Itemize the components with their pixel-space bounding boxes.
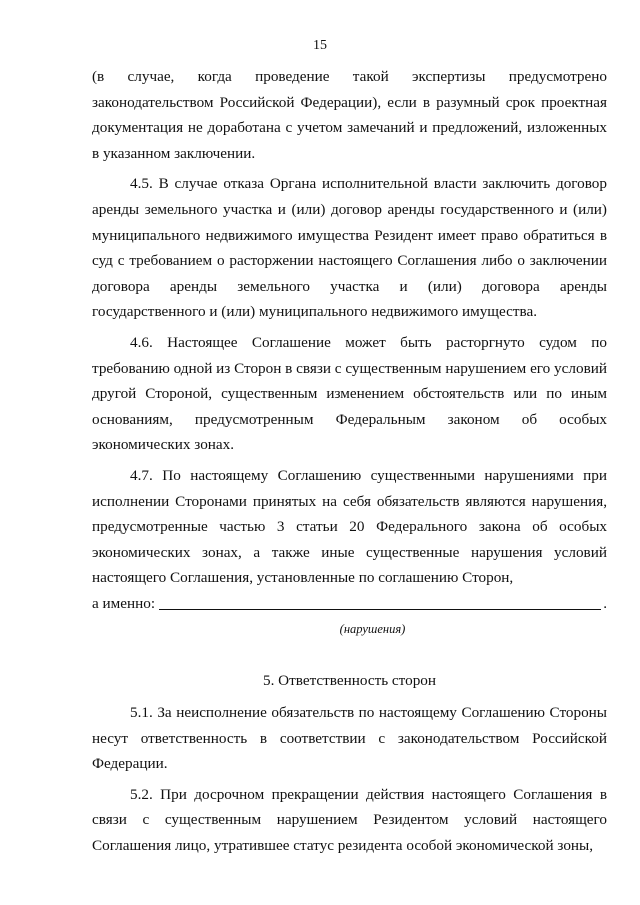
page-number: 15: [313, 38, 327, 53]
paragraph-4-7-end: .: [603, 594, 607, 612]
paragraph-4-7-tail: а именно:: [92, 594, 156, 612]
paragraph-continuation: (в случае, когда проведение такой экспертизы предусмотрено законодательством Российской Федерации), если в разумный срок проектная документация не доработана с учетом замечаний и предложений, изложенных в указанном заключении.: [92, 68, 607, 162]
paragraph-4-7-fill-line: [92, 591, 607, 617]
document-body: [92, 64, 607, 859]
section-5-title: 5. Ответственность сторон: [262, 672, 437, 690]
paragraph-5-2: 5.2. При досрочном прекращении действия настоящего Соглашения в связи с существенным нарушением Резидентом условий настоящего Соглашения лицо, утратившее статус резидента особой экономической зоны,: [92, 785, 607, 855]
paragraph-4-5: 4.5. В случае отказа Органа исполнительной власти заключить договор аренды земельного участка и (или) договор аренды государственного и (или) муниципального недвижимого имущества Резидент имеет право обратиться в суд с требованием о расторжении настоящего Соглашения либо о заключении договора аренды земельного участка и (или) договора аренды государственного и (или) муниципального недвижимого имущества.: [92, 175, 607, 321]
caption-violations: (нарушения): [339, 622, 406, 637]
fill-in-blank-line: [159, 608, 601, 610]
paragraph-5-1: 5.1. За неисполнение обязательств по настоящему Соглашению Стороны несут ответственность в соответствии с законодательством Российской Федерации.: [92, 704, 607, 773]
paragraph-4-7: 4.7. По настоящему Соглашению существенными нарушениями при исполнении Сторонами принятых на себя обязательств являются нарушения, предусмотренные частью 3 статьи 20 Федерального закона об особых экономических зонах, а также иные существенные нарушения условий настоящего Соглашения, установленные по соглашению Сторон,: [92, 466, 607, 587]
paragraph-4-6: 4.6. Настоящее Соглашение может быть расторгнуто судом по требованию одной из Сторон в связи с существенным нарушением его условий другой Стороной, существенным изменением обстоятельств или по иным основаниям, предусмотренным Федеральным законом об особых экономических зонах.: [92, 333, 607, 454]
